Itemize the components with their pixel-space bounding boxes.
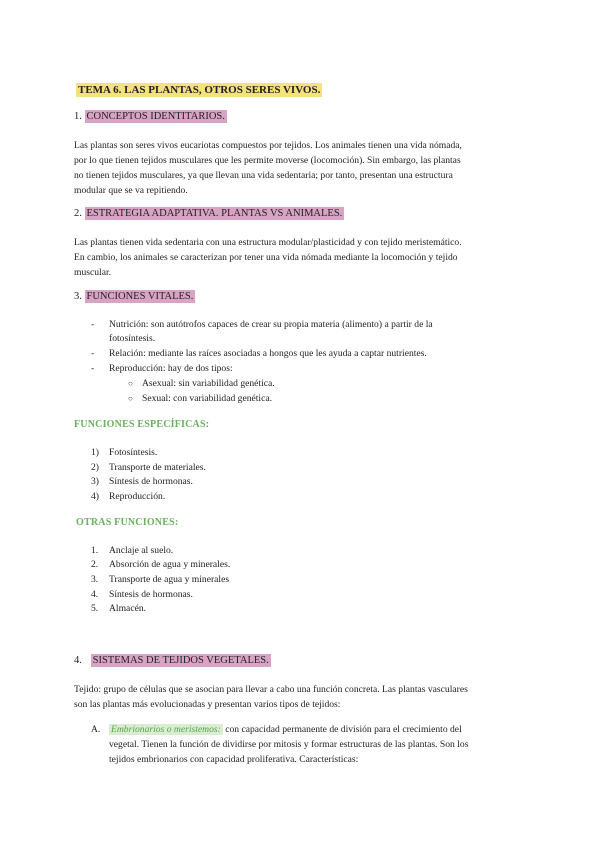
paragraph-line: En cambio, los animales se caracterizan por tener una vida nómada mediante la locomoción y tejido <box>74 252 458 263</box>
item-text: Reproducción. <box>109 491 166 502</box>
paragraph-line: son las plantas más evolucionadas y presentan varios tipos de tejidos: <box>74 699 341 710</box>
section-4-number: 4. <box>74 655 82 666</box>
dash-bullet: - <box>91 348 95 359</box>
item-text: Síntesis de hormonas. <box>109 589 193 600</box>
item-continuation: vegetal. Tienen la función de dividirse por mitosis y formar estructuras de las plantas. Son los <box>109 739 469 750</box>
item-number: 1. <box>91 545 99 556</box>
section-1-title: CONCEPTOS IDENTITARIOS. <box>86 111 225 122</box>
list-item-text: Nutrición: son autótrofos capaces de crear su propia materia (alimento) a partir de la <box>109 319 433 330</box>
page-title: TEMA 6. LAS PLANTAS, OTROS SERES VIVOS. <box>78 84 321 96</box>
numbered-item <box>91 446 157 461</box>
sub-list-item-text: Asexual: sin variabilidad genética. <box>142 378 275 389</box>
section-1-number: 1. <box>74 111 82 122</box>
section-4-title: SISTEMAS DE TEJIDOS VEGETALES. <box>92 655 269 666</box>
other-functions-heading: OTRAS FUNCIONES: <box>76 517 179 528</box>
item-text: Absorción de agua y minerales. <box>109 559 231 570</box>
list-item <box>91 362 233 377</box>
specific-functions-heading: FUNCIONES ESPECÍFICAS: <box>74 419 210 430</box>
item-text: Transporte de materiales. <box>109 462 206 473</box>
list-item-continuation: fotosíntesis. <box>109 333 156 344</box>
item-text: Anclaje al suelo. <box>109 545 174 556</box>
item-number: 5. <box>91 603 99 614</box>
sub-list-item <box>128 377 275 392</box>
item-number: 3. <box>91 574 99 585</box>
circle-bullet-icon: ○ <box>128 379 133 388</box>
section-3-title: FUNCIONES VITALES. <box>86 291 194 302</box>
paragraph-line: modular que se va repitiendo. <box>74 185 188 196</box>
paragraph-line: no tienen tejidos musculares, ya que llevan una vida sedentaria; por tanto, presentan una estructura <box>74 170 453 181</box>
circle-bullet-icon: ○ <box>128 394 133 403</box>
numbered-item <box>91 573 229 588</box>
item-text: Almacén. <box>109 603 147 614</box>
paragraph-line: Las plantas son seres vivos eucariotas compuestos por tejidos. Los animales tienen una vida nómada, <box>74 140 462 151</box>
section-2-number: 2. <box>74 208 82 219</box>
item-text: Fotosíntesis. <box>109 447 158 458</box>
numbered-item <box>91 602 146 617</box>
item-text: con capacidad permanente de división para el crecimiento del <box>222 724 462 735</box>
tissue-item-a <box>91 723 462 738</box>
item-number: 4. <box>91 589 99 600</box>
meristem-term: Embrionarios o meristemos: <box>111 724 221 735</box>
paragraph-line: por lo que tienen tejidos musculares que les permite moverse (locomoción). Sin embargo, las plantas <box>74 155 461 166</box>
item-number: 2) <box>91 462 99 473</box>
numbered-item <box>91 558 230 573</box>
dash-bullet: - <box>91 319 95 330</box>
section-3-heading <box>74 291 195 302</box>
item-number: 1) <box>91 447 99 458</box>
numbered-item <box>91 461 206 476</box>
numbered-item <box>91 475 193 490</box>
item-letter: A. <box>91 724 101 735</box>
item-continuation: tejidos embrionarios con capacidad proliferativa. Características: <box>109 754 359 765</box>
list-item-text: Relación: mediante las raíces asociadas a hongos que les ayuda a captar nutrientes. <box>109 348 427 359</box>
numbered-item <box>91 588 193 603</box>
item-text: Transporte de agua y minerales <box>109 574 230 585</box>
section-4-paragraph <box>74 682 534 712</box>
item-number: 3) <box>91 476 99 487</box>
list-item-text: Reproducción: hay de dos tipos: <box>109 363 233 374</box>
section-1-paragraph <box>74 138 534 198</box>
section-4-heading <box>74 655 271 666</box>
numbered-item <box>91 490 165 505</box>
item-number: 4) <box>91 491 99 502</box>
section-1-heading <box>74 111 227 122</box>
paragraph-line: muscular. <box>74 267 112 278</box>
section-3-number: 3. <box>74 291 82 302</box>
list-item <box>91 318 433 333</box>
list-item <box>91 347 427 362</box>
dash-bullet: - <box>91 363 95 374</box>
section-2-title: ESTRATEGIA ADAPTATIVA. PLANTAS VS ANIMALES. <box>86 208 343 219</box>
sub-list-item-text: Sexual: con variabilidad genética. <box>142 393 272 404</box>
numbered-item <box>91 544 173 559</box>
section-2-paragraph <box>74 235 534 280</box>
paragraph-line: Las plantas tienen vida sedentaria con una estructura modular/plasticidad y con tejido meristemático. <box>74 237 462 248</box>
item-number: 2. <box>91 559 99 570</box>
paragraph-line: Tejido: grupo de células que se asocian para llevar a cabo una función concreta. Las plantas vasculares <box>74 684 468 695</box>
section-2-heading <box>74 208 344 219</box>
sub-list-item <box>128 392 272 407</box>
item-text: Síntesis de hormonas. <box>109 476 193 487</box>
